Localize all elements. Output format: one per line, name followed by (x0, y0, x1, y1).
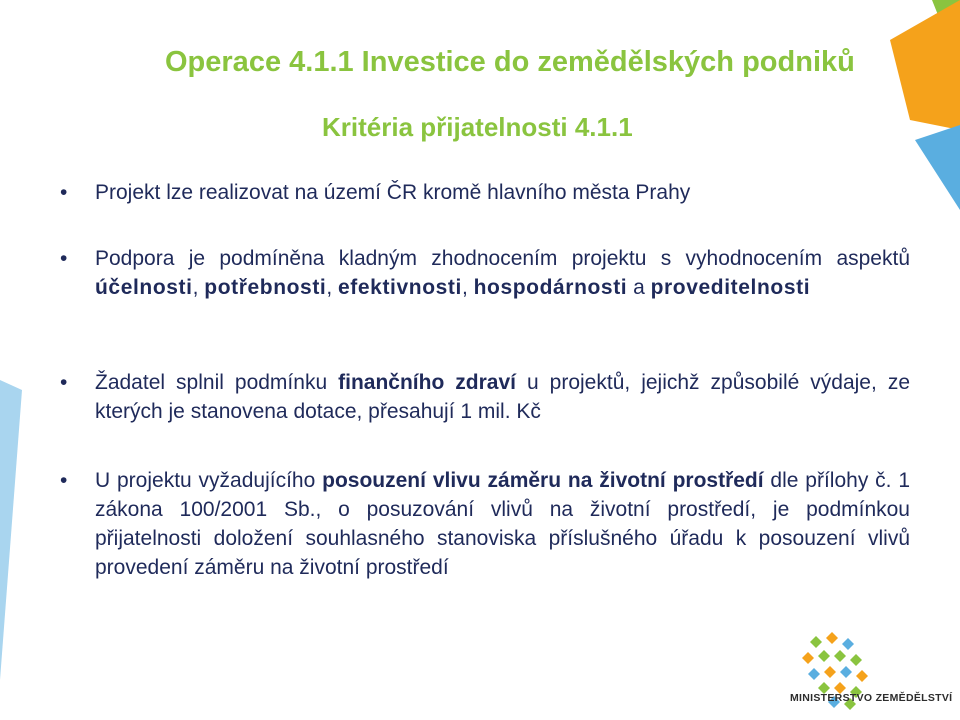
bullet-text-part: u projektů, jejichž způsobilé výdaje, ze kterých je stanovena dotace, přesahují 1 mil. Kč (95, 371, 910, 423)
bold-term: proveditelnosti (650, 276, 811, 299)
slide-subtitle: Kritéria přijatelnosti 4.1.1 (322, 112, 633, 142)
ministry-leaf-logo-icon (760, 630, 960, 720)
bullet-icon: • (60, 181, 68, 204)
left-edge-decoration (0, 380, 40, 680)
bullet-icon: • (60, 247, 68, 270)
bullet-text-part: , (461, 276, 474, 299)
bullet-text-part: , (326, 276, 339, 299)
bold-term: finančního zdraví (338, 371, 516, 394)
bold-term: posouzení vlivu záměru na životní prostředí (322, 469, 764, 492)
bullet-icon: • (60, 371, 68, 394)
bullet-text-part: , (192, 276, 205, 299)
bullet-text-part: Žadatel splnil podmínku (95, 371, 339, 394)
bullet-text-part: U projektu vyžadujícího (95, 469, 323, 492)
bullet-text (95, 368, 910, 426)
slide-title: Operace 4.1.1 Investice do zemědělských podniků (165, 46, 855, 78)
bullet-text (95, 466, 910, 582)
ministry-logo-text: MINISTERSTVO ZEMĚDĚLSTVÍ (790, 692, 953, 704)
bullet-icon: • (60, 469, 68, 492)
bullet-text (95, 244, 910, 302)
bold-term: účelnosti (95, 276, 193, 299)
bullet-text: Projekt lze realizovat na území ČR kromě hlavního města Prahy (95, 181, 691, 204)
bold-term: efektivnosti (338, 276, 462, 299)
bold-term: hospodárnosti (473, 276, 628, 299)
bold-term: potřebnosti (204, 276, 327, 299)
bullet-text-part: a (627, 276, 651, 299)
bullet-text-part: dle přílohy č. 1 zákona 100/2001 Sb., o posuzování vlivů na životní prostředí, je podmínkou přijatelnosti doložení souhlasného stanoviska příslušného úřadu k posouzení vlivů provedení záměru na životní prostředí (95, 469, 911, 579)
bullet-text-part: Podpora je podmíněna kladným zhodnocením projektu s vyhodnocením aspektů (95, 247, 910, 270)
